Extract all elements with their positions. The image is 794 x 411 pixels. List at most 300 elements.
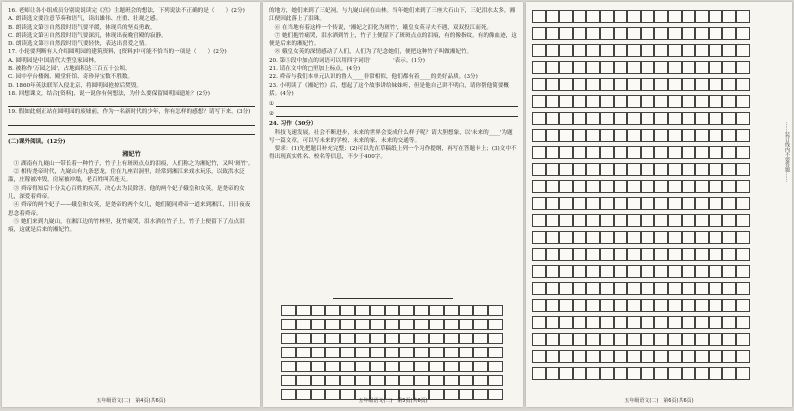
answer-line[interactable] xyxy=(8,118,255,126)
grid-cell[interactable] xyxy=(559,78,573,91)
grid-cell[interactable] xyxy=(709,129,723,142)
answer-line[interactable] xyxy=(276,109,518,117)
grid-cell[interactable] xyxy=(459,319,474,330)
grid-cell[interactable] xyxy=(614,214,628,227)
grid-cell[interactable] xyxy=(546,78,560,91)
grid-cell[interactable] xyxy=(627,95,641,108)
grid-cell[interactable] xyxy=(614,163,628,176)
grid-cell[interactable] xyxy=(370,347,385,358)
grid-cell[interactable] xyxy=(709,78,723,91)
grid-cell[interactable] xyxy=(682,231,696,244)
grid-cell[interactable] xyxy=(311,375,326,386)
grid-cell[interactable] xyxy=(695,333,709,346)
grid-cell[interactable] xyxy=(668,61,682,74)
grid-cell[interactable] xyxy=(532,112,546,125)
grid-cell[interactable] xyxy=(722,333,736,346)
grid-cell[interactable] xyxy=(385,361,400,372)
grid-cell[interactable] xyxy=(614,95,628,108)
grid-cell[interactable] xyxy=(459,333,474,344)
grid-cell[interactable] xyxy=(559,61,573,74)
grid-cell[interactable] xyxy=(736,231,750,244)
grid-cell[interactable] xyxy=(709,282,723,295)
grid-cell[interactable] xyxy=(399,319,414,330)
grid-cell[interactable] xyxy=(614,78,628,91)
grid-cell[interactable] xyxy=(586,95,600,108)
grid-cell[interactable] xyxy=(722,129,736,142)
grid-cell[interactable] xyxy=(559,10,573,23)
grid-cell[interactable] xyxy=(654,282,668,295)
grid-cell[interactable] xyxy=(722,44,736,57)
grid-cell[interactable] xyxy=(709,146,723,159)
grid-cell[interactable] xyxy=(385,333,400,344)
grid-cell[interactable] xyxy=(532,27,546,40)
grid-cell[interactable] xyxy=(614,333,628,346)
grid-cell[interactable] xyxy=(668,265,682,278)
grid-cell[interactable] xyxy=(600,265,614,278)
grid-cell[interactable] xyxy=(654,350,668,363)
grid-cell[interactable] xyxy=(654,231,668,244)
grid-cell[interactable] xyxy=(722,95,736,108)
grid-cell[interactable] xyxy=(573,367,587,380)
grid-cell[interactable] xyxy=(668,231,682,244)
grid-cell[interactable] xyxy=(385,375,400,386)
grid-cell[interactable] xyxy=(600,95,614,108)
grid-cell[interactable] xyxy=(709,61,723,74)
grid-cell[interactable] xyxy=(627,44,641,57)
grid-cell[interactable] xyxy=(340,333,355,344)
grid-cell[interactable] xyxy=(736,95,750,108)
grid-cell[interactable] xyxy=(641,248,655,261)
grid-cell[interactable] xyxy=(532,333,546,346)
grid-cell[interactable] xyxy=(654,146,668,159)
grid-cell[interactable] xyxy=(627,316,641,329)
grid-cell[interactable] xyxy=(546,282,560,295)
grid-cell[interactable] xyxy=(586,367,600,380)
grid-cell[interactable] xyxy=(385,305,400,316)
grid-cell[interactable] xyxy=(654,95,668,108)
grid-cell[interactable] xyxy=(532,146,546,159)
grid-cell[interactable] xyxy=(311,319,326,330)
grid-cell[interactable] xyxy=(695,214,709,227)
grid-cell[interactable] xyxy=(325,361,340,372)
grid-cell[interactable] xyxy=(600,316,614,329)
grid-cell[interactable] xyxy=(311,333,326,344)
grid-cell[interactable] xyxy=(709,197,723,210)
grid-cell[interactable] xyxy=(736,282,750,295)
grid-cell[interactable] xyxy=(736,27,750,40)
grid-cell[interactable] xyxy=(654,27,668,40)
grid-cell[interactable] xyxy=(532,163,546,176)
grid-cell[interactable] xyxy=(296,347,311,358)
grid-cell[interactable] xyxy=(429,305,444,316)
grid-cell[interactable] xyxy=(473,305,488,316)
grid-cell[interactable] xyxy=(668,10,682,23)
grid-cell[interactable] xyxy=(586,214,600,227)
grid-cell[interactable] xyxy=(614,299,628,312)
grid-cell[interactable] xyxy=(695,163,709,176)
grid-cell[interactable] xyxy=(709,248,723,261)
grid-cell[interactable] xyxy=(414,347,429,358)
grid-cell[interactable] xyxy=(695,282,709,295)
grid-cell[interactable] xyxy=(459,361,474,372)
grid-cell[interactable] xyxy=(488,305,503,316)
grid-cell[interactable] xyxy=(736,214,750,227)
grid-cell[interactable] xyxy=(600,61,614,74)
grid-cell[interactable] xyxy=(668,146,682,159)
grid-cell[interactable] xyxy=(736,78,750,91)
grid-cell[interactable] xyxy=(559,265,573,278)
grid-cell[interactable] xyxy=(654,44,668,57)
grid-cell[interactable] xyxy=(600,231,614,244)
grid-cell[interactable] xyxy=(444,361,459,372)
grid-cell[interactable] xyxy=(722,265,736,278)
grid-cell[interactable] xyxy=(586,350,600,363)
grid-cell[interactable] xyxy=(600,367,614,380)
grid-cell[interactable] xyxy=(709,299,723,312)
grid-cell[interactable] xyxy=(695,316,709,329)
grid-cell[interactable] xyxy=(736,316,750,329)
grid-cell[interactable] xyxy=(459,347,474,358)
grid-cell[interactable] xyxy=(399,361,414,372)
grid-cell[interactable] xyxy=(414,305,429,316)
grid-cell[interactable] xyxy=(641,333,655,346)
grid-cell[interactable] xyxy=(573,78,587,91)
grid-cell[interactable] xyxy=(573,112,587,125)
grid-cell[interactable] xyxy=(627,129,641,142)
grid-cell[interactable] xyxy=(614,248,628,261)
grid-cell[interactable] xyxy=(668,197,682,210)
grid-cell[interactable] xyxy=(627,78,641,91)
grid-cell[interactable] xyxy=(722,316,736,329)
grid-cell[interactable] xyxy=(459,375,474,386)
grid-cell[interactable] xyxy=(488,347,503,358)
grid-cell[interactable] xyxy=(641,299,655,312)
grid-cell[interactable] xyxy=(281,333,296,344)
grid-cell[interactable] xyxy=(573,180,587,193)
grid-cell[interactable] xyxy=(473,361,488,372)
grid-cell[interactable] xyxy=(614,367,628,380)
grid-cell[interactable] xyxy=(600,27,614,40)
grid-cell[interactable] xyxy=(614,146,628,159)
grid-cell[interactable] xyxy=(614,316,628,329)
grid-cell[interactable] xyxy=(573,214,587,227)
grid-cell[interactable] xyxy=(546,180,560,193)
grid-cell[interactable] xyxy=(641,367,655,380)
grid-cell[interactable] xyxy=(668,282,682,295)
grid-cell[interactable] xyxy=(709,27,723,40)
grid-cell[interactable] xyxy=(429,333,444,344)
grid-cell[interactable] xyxy=(614,10,628,23)
grid-cell[interactable] xyxy=(586,265,600,278)
grid-cell[interactable] xyxy=(311,361,326,372)
grid-cell[interactable] xyxy=(668,95,682,108)
grid-cell[interactable] xyxy=(296,333,311,344)
grid-cell[interactable] xyxy=(695,197,709,210)
grid-cell[interactable] xyxy=(600,180,614,193)
grid-cell[interactable] xyxy=(682,333,696,346)
grid-cell[interactable] xyxy=(709,231,723,244)
grid-cell[interactable] xyxy=(627,248,641,261)
grid-cell[interactable] xyxy=(695,231,709,244)
grid-cell[interactable] xyxy=(559,112,573,125)
grid-cell[interactable] xyxy=(709,214,723,227)
grid-cell[interactable] xyxy=(573,248,587,261)
grid-cell[interactable] xyxy=(695,265,709,278)
grid-cell[interactable] xyxy=(668,316,682,329)
grid-cell[interactable] xyxy=(546,265,560,278)
grid-cell[interactable] xyxy=(627,180,641,193)
grid-cell[interactable] xyxy=(736,163,750,176)
grid-cell[interactable] xyxy=(559,163,573,176)
grid-cell[interactable] xyxy=(559,214,573,227)
grid-cell[interactable] xyxy=(600,299,614,312)
grid-cell[interactable] xyxy=(573,333,587,346)
grid-cell[interactable] xyxy=(668,129,682,142)
grid-cell[interactable] xyxy=(296,319,311,330)
grid-cell[interactable] xyxy=(722,112,736,125)
grid-cell[interactable] xyxy=(532,265,546,278)
grid-cell[interactable] xyxy=(325,375,340,386)
grid-cell[interactable] xyxy=(559,333,573,346)
grid-cell[interactable] xyxy=(736,333,750,346)
grid-cell[interactable] xyxy=(695,180,709,193)
grid-cell[interactable] xyxy=(641,129,655,142)
grid-cell[interactable] xyxy=(532,10,546,23)
grid-cell[interactable] xyxy=(559,350,573,363)
grid-cell[interactable] xyxy=(668,44,682,57)
grid-cell[interactable] xyxy=(473,319,488,330)
grid-cell[interactable] xyxy=(614,61,628,74)
grid-cell[interactable] xyxy=(355,305,370,316)
grid-cell[interactable] xyxy=(627,197,641,210)
grid-cell[interactable] xyxy=(641,180,655,193)
grid-cell[interactable] xyxy=(546,163,560,176)
grid-cell[interactable] xyxy=(709,44,723,57)
grid-cell[interactable] xyxy=(600,333,614,346)
grid-cell[interactable] xyxy=(654,112,668,125)
grid-cell[interactable] xyxy=(532,316,546,329)
grid-cell[interactable] xyxy=(695,95,709,108)
grid-cell[interactable] xyxy=(682,44,696,57)
grid-cell[interactable] xyxy=(736,180,750,193)
grid-cell[interactable] xyxy=(695,248,709,261)
grid-cell[interactable] xyxy=(641,78,655,91)
grid-cell[interactable] xyxy=(614,129,628,142)
essay-title-line[interactable] xyxy=(333,298,453,299)
grid-cell[interactable] xyxy=(641,282,655,295)
grid-cell[interactable] xyxy=(682,180,696,193)
grid-cell[interactable] xyxy=(586,44,600,57)
grid-cell[interactable] xyxy=(654,61,668,74)
grid-cell[interactable] xyxy=(546,61,560,74)
grid-cell[interactable] xyxy=(532,197,546,210)
grid-cell[interactable] xyxy=(668,299,682,312)
grid-cell[interactable] xyxy=(668,27,682,40)
grid-cell[interactable] xyxy=(695,367,709,380)
grid-cell[interactable] xyxy=(532,180,546,193)
grid-cell[interactable] xyxy=(281,361,296,372)
grid-cell[interactable] xyxy=(641,350,655,363)
grid-cell[interactable] xyxy=(546,44,560,57)
grid-cell[interactable] xyxy=(586,163,600,176)
grid-cell[interactable] xyxy=(627,112,641,125)
grid-cell[interactable] xyxy=(546,146,560,159)
grid-cell[interactable] xyxy=(736,299,750,312)
grid-cell[interactable] xyxy=(586,197,600,210)
grid-cell[interactable] xyxy=(296,305,311,316)
grid-cell[interactable] xyxy=(311,305,326,316)
grid-cell[interactable] xyxy=(668,214,682,227)
answer-line[interactable] xyxy=(276,99,518,107)
grid-cell[interactable] xyxy=(281,305,296,316)
grid-cell[interactable] xyxy=(586,146,600,159)
grid-cell[interactable] xyxy=(399,375,414,386)
grid-cell[interactable] xyxy=(722,61,736,74)
grid-cell[interactable] xyxy=(600,78,614,91)
grid-cell[interactable] xyxy=(682,27,696,40)
grid-cell[interactable] xyxy=(682,129,696,142)
grid-cell[interactable] xyxy=(695,350,709,363)
grid-cell[interactable] xyxy=(682,316,696,329)
grid-cell[interactable] xyxy=(586,10,600,23)
grid-cell[interactable] xyxy=(532,248,546,261)
grid-cell[interactable] xyxy=(682,10,696,23)
grid-cell[interactable] xyxy=(559,231,573,244)
grid-cell[interactable] xyxy=(695,78,709,91)
grid-cell[interactable] xyxy=(281,375,296,386)
grid-cell[interactable] xyxy=(627,61,641,74)
grid-cell[interactable] xyxy=(296,361,311,372)
grid-cell[interactable] xyxy=(600,197,614,210)
grid-cell[interactable] xyxy=(473,347,488,358)
grid-cell[interactable] xyxy=(573,44,587,57)
grid-cell[interactable] xyxy=(532,350,546,363)
grid-cell[interactable] xyxy=(600,214,614,227)
grid-cell[interactable] xyxy=(586,180,600,193)
grid-cell[interactable] xyxy=(654,248,668,261)
grid-cell[interactable] xyxy=(573,350,587,363)
grid-cell[interactable] xyxy=(722,78,736,91)
grid-cell[interactable] xyxy=(695,27,709,40)
grid-cell[interactable] xyxy=(355,347,370,358)
grid-cell[interactable] xyxy=(311,347,326,358)
grid-cell[interactable] xyxy=(654,333,668,346)
grid-cell[interactable] xyxy=(573,10,587,23)
grid-cell[interactable] xyxy=(573,299,587,312)
grid-cell[interactable] xyxy=(668,163,682,176)
grid-cell[interactable] xyxy=(586,282,600,295)
grid-cell[interactable] xyxy=(573,27,587,40)
grid-cell[interactable] xyxy=(736,350,750,363)
grid-cell[interactable] xyxy=(559,248,573,261)
grid-cell[interactable] xyxy=(627,146,641,159)
grid-cell[interactable] xyxy=(641,316,655,329)
grid-cell[interactable] xyxy=(736,129,750,142)
grid-cell[interactable] xyxy=(340,347,355,358)
grid-cell[interactable] xyxy=(695,299,709,312)
grid-cell[interactable] xyxy=(600,146,614,159)
grid-cell[interactable] xyxy=(370,333,385,344)
grid-cell[interactable] xyxy=(722,367,736,380)
grid-cell[interactable] xyxy=(573,95,587,108)
grid-cell[interactable] xyxy=(444,319,459,330)
grid-cell[interactable] xyxy=(614,27,628,40)
grid-cell[interactable] xyxy=(586,78,600,91)
grid-cell[interactable] xyxy=(736,112,750,125)
grid-cell[interactable] xyxy=(736,146,750,159)
grid-cell[interactable] xyxy=(546,27,560,40)
grid-cell[interactable] xyxy=(532,78,546,91)
grid-cell[interactable] xyxy=(654,180,668,193)
grid-cell[interactable] xyxy=(709,95,723,108)
grid-cell[interactable] xyxy=(654,265,668,278)
grid-cell[interactable] xyxy=(722,248,736,261)
grid-cell[interactable] xyxy=(399,347,414,358)
grid-cell[interactable] xyxy=(325,347,340,358)
grid-cell[interactable] xyxy=(682,350,696,363)
grid-cell[interactable] xyxy=(627,333,641,346)
grid-cell[interactable] xyxy=(532,367,546,380)
grid-cell[interactable] xyxy=(627,299,641,312)
grid-cell[interactable] xyxy=(736,367,750,380)
grid-cell[interactable] xyxy=(668,112,682,125)
grid-cell[interactable] xyxy=(573,282,587,295)
grid-cell[interactable] xyxy=(414,361,429,372)
grid-cell[interactable] xyxy=(722,282,736,295)
grid-cell[interactable] xyxy=(682,95,696,108)
grid-cell[interactable] xyxy=(600,248,614,261)
grid-cell[interactable] xyxy=(668,78,682,91)
grid-cell[interactable] xyxy=(627,350,641,363)
grid-cell[interactable] xyxy=(654,299,668,312)
grid-cell[interactable] xyxy=(370,305,385,316)
grid-cell[interactable] xyxy=(641,95,655,108)
grid-cell[interactable] xyxy=(559,180,573,193)
grid-cell[interactable] xyxy=(709,367,723,380)
grid-cell[interactable] xyxy=(627,27,641,40)
grid-cell[interactable] xyxy=(682,367,696,380)
grid-cell[interactable] xyxy=(709,112,723,125)
grid-cell[interactable] xyxy=(641,265,655,278)
grid-cell[interactable] xyxy=(641,27,655,40)
grid-cell[interactable] xyxy=(586,231,600,244)
grid-cell[interactable] xyxy=(559,129,573,142)
grid-cell[interactable] xyxy=(722,350,736,363)
grid-cell[interactable] xyxy=(546,10,560,23)
grid-cell[interactable] xyxy=(600,350,614,363)
grid-cell[interactable] xyxy=(709,180,723,193)
grid-cell[interactable] xyxy=(736,248,750,261)
grid-cell[interactable] xyxy=(709,350,723,363)
grid-cell[interactable] xyxy=(695,10,709,23)
grid-cell[interactable] xyxy=(586,27,600,40)
grid-cell[interactable] xyxy=(654,214,668,227)
grid-cell[interactable] xyxy=(600,44,614,57)
grid-cell[interactable] xyxy=(340,319,355,330)
grid-cell[interactable] xyxy=(600,112,614,125)
grid-cell[interactable] xyxy=(370,319,385,330)
grid-cell[interactable] xyxy=(627,265,641,278)
grid-cell[interactable] xyxy=(682,248,696,261)
grid-cell[interactable] xyxy=(641,146,655,159)
answer-line[interactable] xyxy=(8,99,255,107)
grid-cell[interactable] xyxy=(399,305,414,316)
grid-cell[interactable] xyxy=(559,95,573,108)
grid-cell[interactable] xyxy=(399,333,414,344)
grid-cell[interactable] xyxy=(325,333,340,344)
grid-cell[interactable] xyxy=(614,265,628,278)
grid-cell[interactable] xyxy=(532,95,546,108)
